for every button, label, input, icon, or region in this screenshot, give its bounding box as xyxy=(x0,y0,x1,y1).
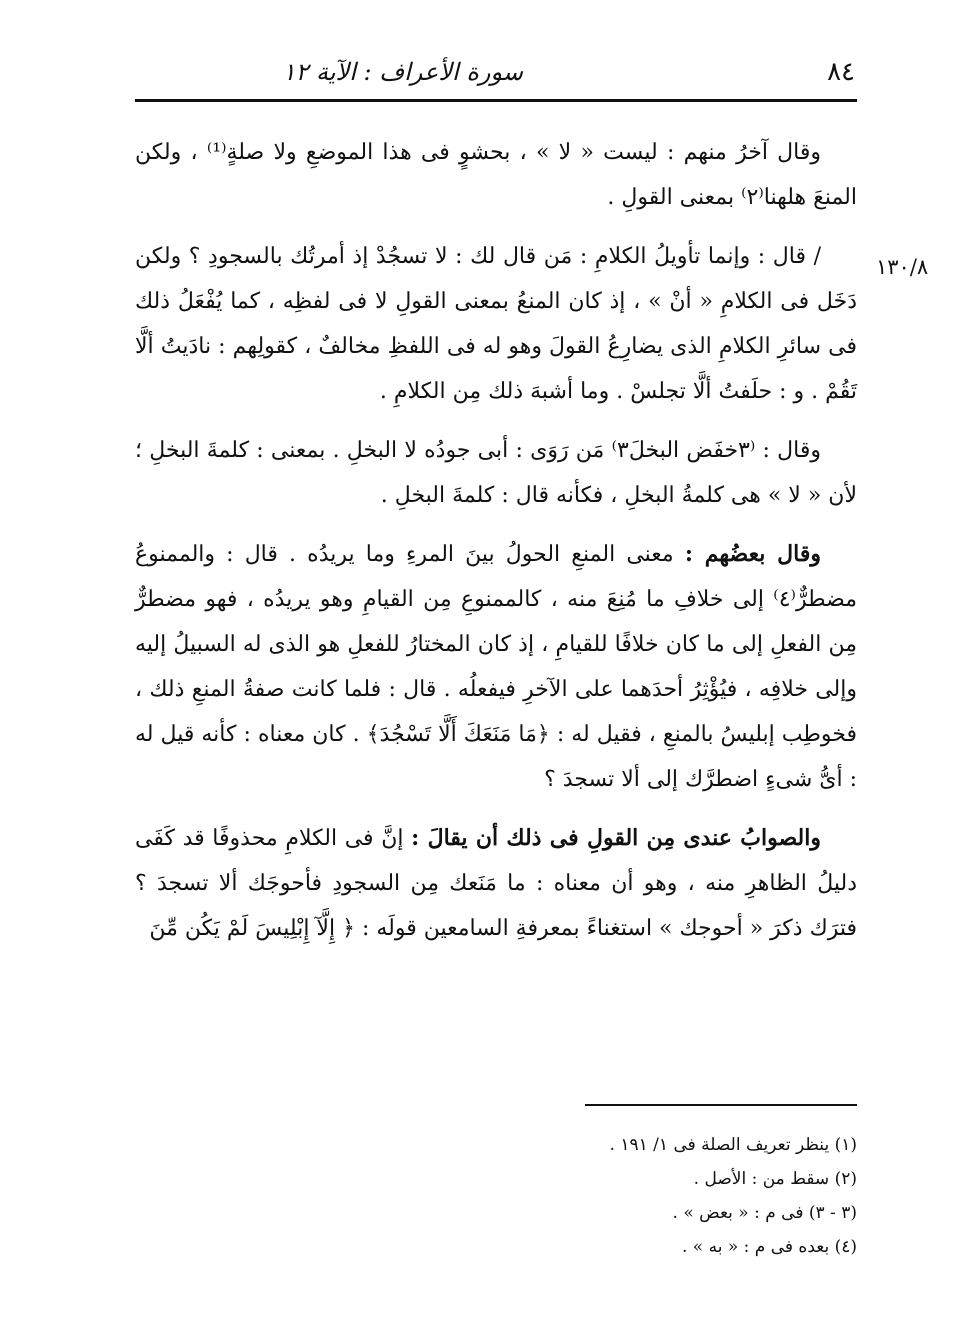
paragraph: وقال آخرُ منهم : ليست « لا » ، بحشوٍ فى هذا الموضعِ ولا صلةٍ⁽¹⁾ ، ولكن المنعَ هلهنا⁽٢⁾ بمعنى القولِ . xyxy=(135,140,857,210)
paragraph-text: معنى المنعِ الحولُ بينَ المرءِ وما يريدُه . قال : والممنوعُ مضطرٌّ⁽٤⁾ إلى خلافِ ما مُنِعَ منه ، كالممنوعِ مِن القيامِ وهو يريدُه ، فهو مضطرٌّ مِن الفعلِ إلى ما كان خلافًا للقيامِ ، إذ كان المختارُ للفعلِ هو الذى له السبيلُ إليه وإلى خلافِه ، فيُؤْثِرُ أحدَهما على الآخرِ فيفعلُه . قال : فلما كانت صفةُ المنعِ ذلك ، فخوطِب إبليسُ بالمنعِ ، فقيل له : ﴿مَا مَنَعَكَ أَلَّا تَسْجُدَ﴾ . كان معناه : كأنه قيل له : أىُّ شىءٍ اضطرَّك إلى ألا تسجدَ ؟ xyxy=(135,542,857,792)
footnote: (٤) بعده فى م : « به » . xyxy=(681,1237,857,1257)
footnotes xyxy=(135,1128,857,1264)
header-rule xyxy=(135,99,857,102)
paragraph xyxy=(135,532,857,802)
paragraph xyxy=(135,816,857,951)
paragraph-lead: وقال بعضُهم : xyxy=(684,541,821,567)
page-number: ٨٤ xyxy=(827,57,855,87)
footnote: (٣ - ٣) فى م : « بعض » . xyxy=(672,1203,857,1223)
running-title: سورة الأعراف : الآية ١٢ xyxy=(282,58,523,86)
paragraph: / قال : وإنما تأويلُ الكلامِ : مَن قال لك : لا تسجُدْ إذ أمرتُك بالسجودِ ؟ ولكن دَخَل فى الكلامِ « أنْ » ، إذ كان المنعُ بمعنى القولِ لا فى لفظِه ، كما يُفْعَلُ ذلك فى سائرِ الكلامِ الذى يضارِعُ القولَ وهو له فى اللفظِ مخالفٌ ، كقولِهم : نادَيتُ ألَّا تَقُمْ . و : حلَفتُ ألَّا تجلسْ . وما أشبهَ ذلك مِن الكلامِ . xyxy=(135,244,857,404)
footnote: (٢) سقط من : الأصل . xyxy=(693,1169,857,1189)
margin-reference: ١٣٠/٨ xyxy=(876,255,929,279)
page-header xyxy=(135,52,855,92)
footnote-rule xyxy=(585,1104,857,1106)
paragraph-lead: والصوابُ عندى مِن القولِ فى ذلك أن يقالَ : xyxy=(411,825,821,851)
footnote: (١) ينظر تعريف الصلة فى ١/ ١٩١ . xyxy=(609,1135,857,1155)
main-text xyxy=(135,130,857,965)
paragraph: وقال : ⁽٣خفَض البخلَ٣⁾ مَن رَوَى : أبى جودُه لا البخلِ . بمعنى : كلمةَ البخلِ ؛ لأن « لا » هى كلمةُ البخلِ ، فكأنه قال : كلمةَ البخلِ . xyxy=(135,438,857,508)
paragraph-text: إنَّ فى الكلامِ محذوفًا قد كَفَى دليلُ الظاهرِ منه ، وهو أن معناه : ما مَنَعك مِن السجودِ فأحوجَك ألا تسجدَ ؟ فترَك ذكرَ « أحوجك » استغناءً بمعرفةِ السامعين قولَه : ﴿ إِلَّآ إِبْلِيسَ لَمْ يَكُن مِّنَ xyxy=(135,826,857,941)
